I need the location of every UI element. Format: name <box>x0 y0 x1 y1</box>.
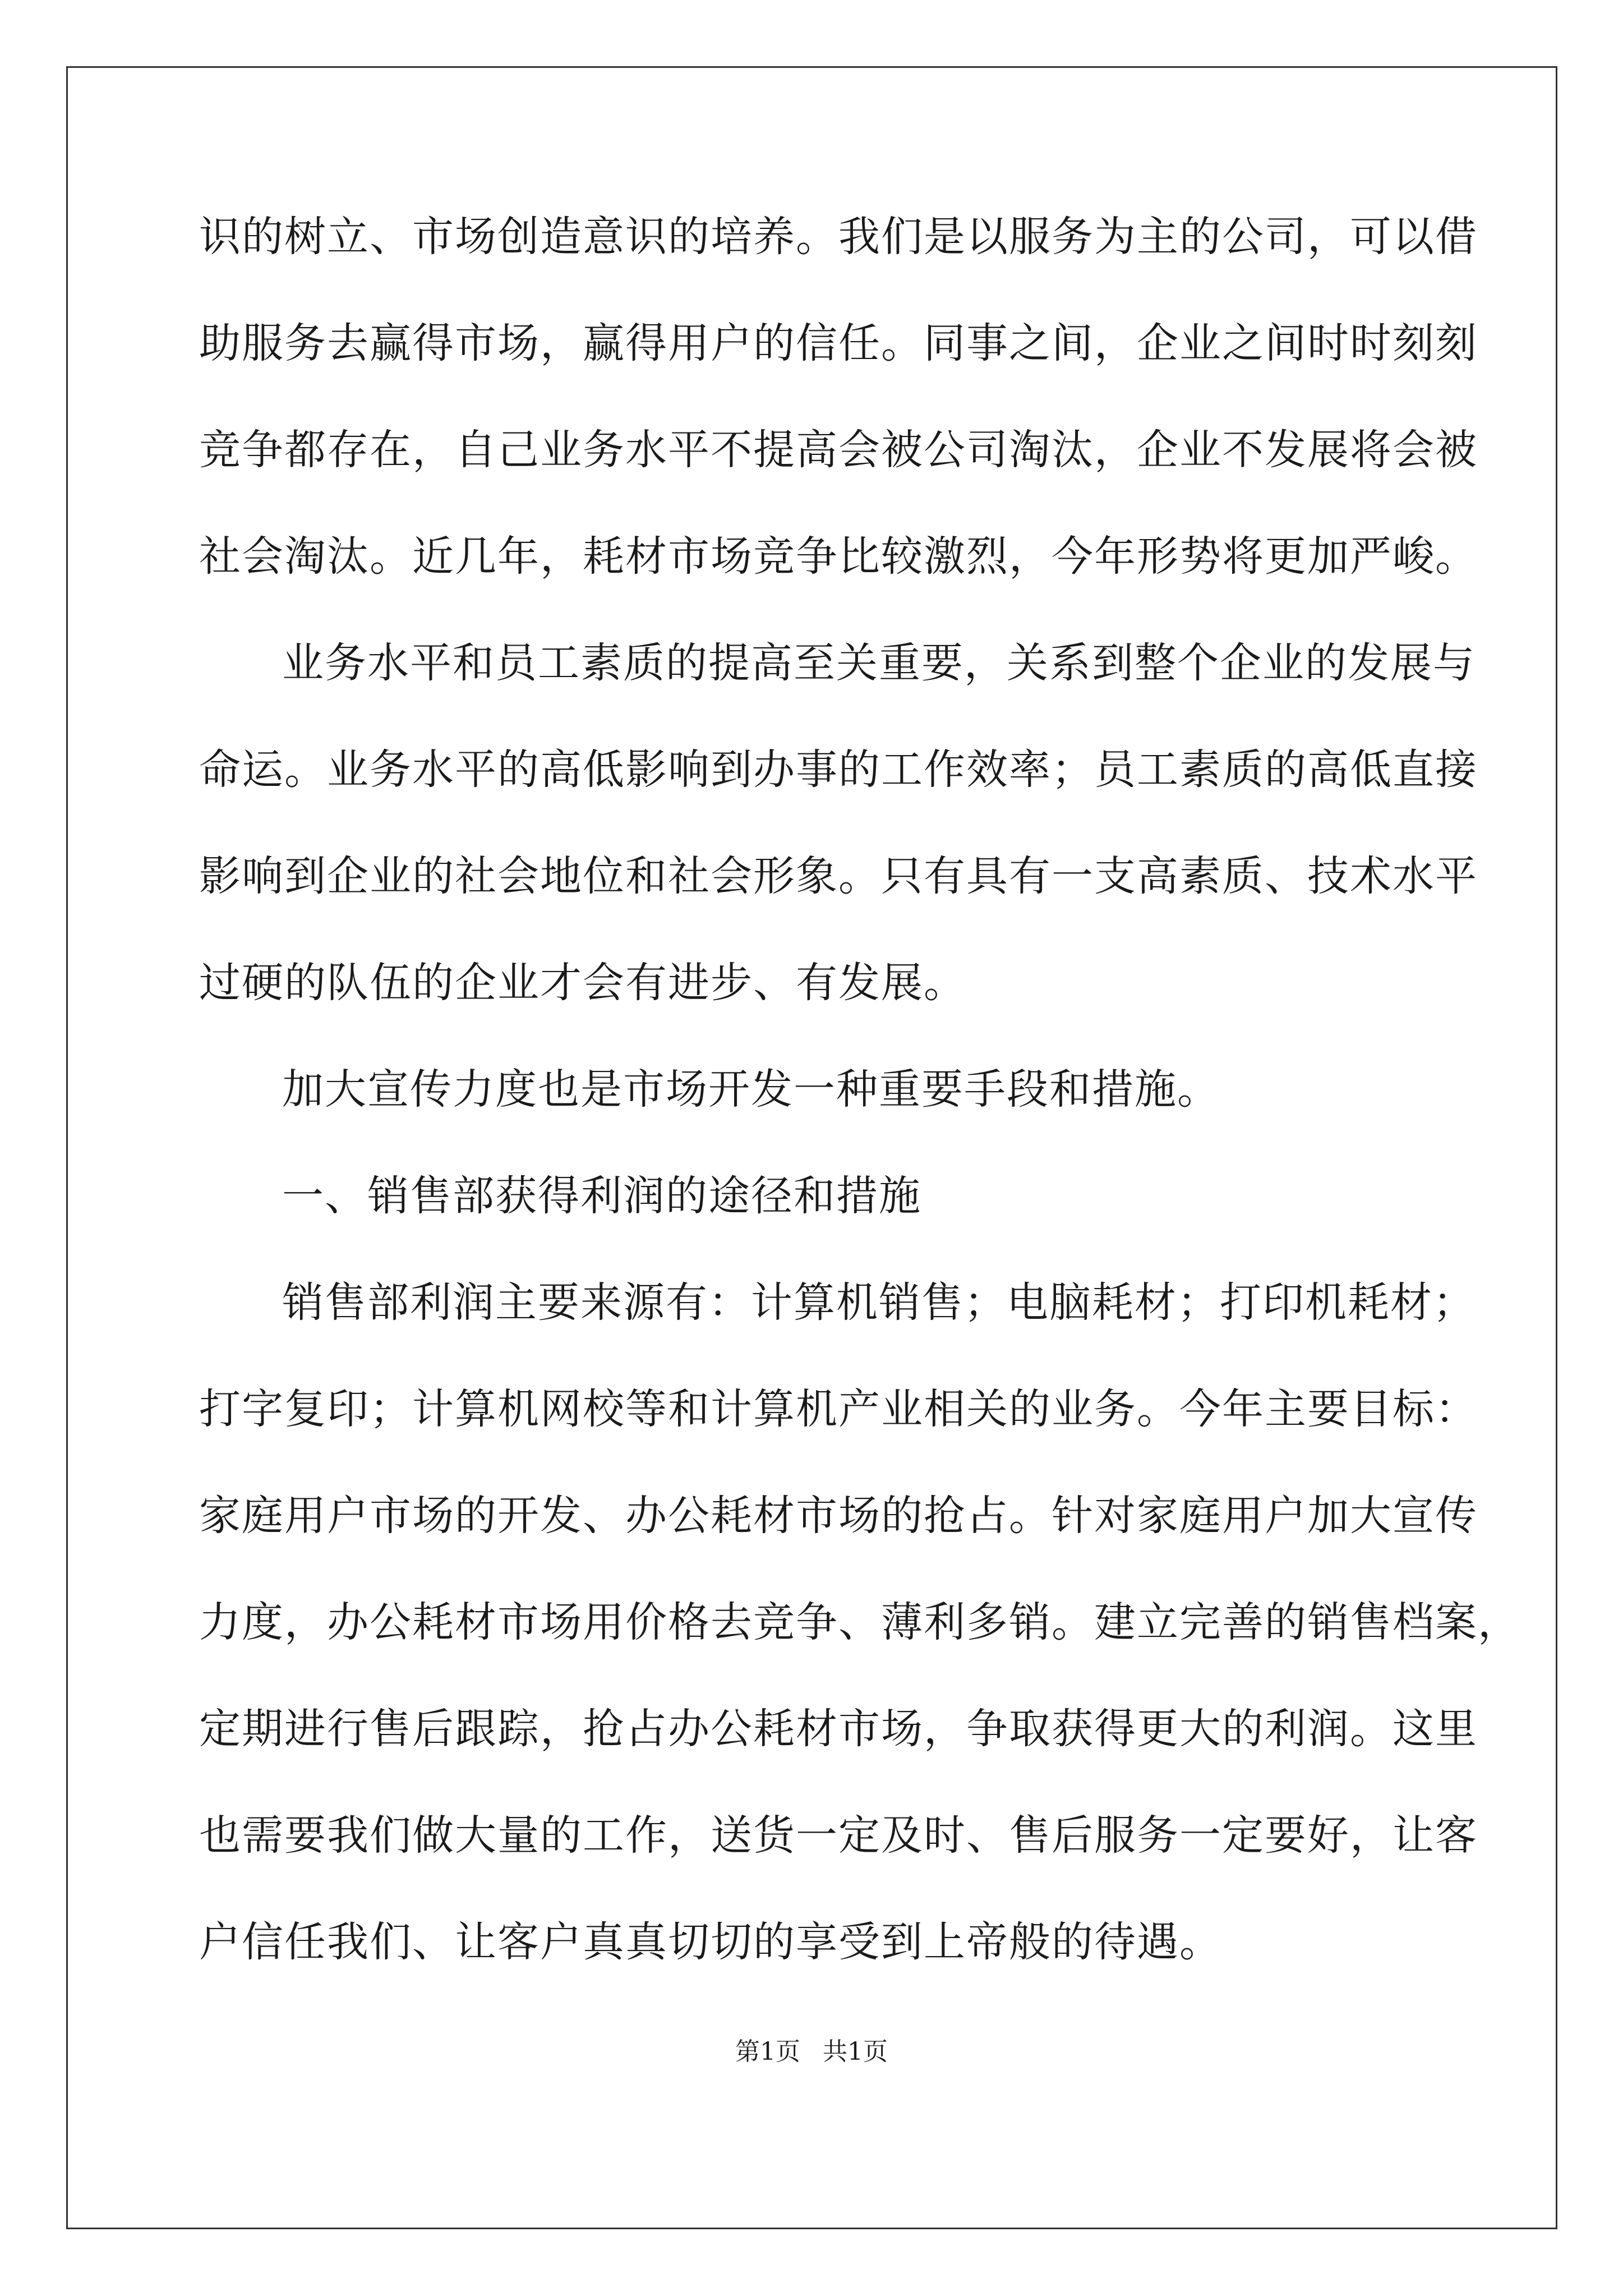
text-line: 打字复印；计算机网校等和计算机产业相关的业务。今年主要目标： <box>199 1385 1478 1433</box>
document-body <box>199 209 1520 2021</box>
page-footer <box>0 2035 1623 2069</box>
text-line: 助服务去赢得市场，赢得用户的信任。同事之间，企业之间时时刻刻 <box>199 319 1478 367</box>
text-line: 社会淘汰。近几年，耗材市场竞争比较激烈，今年形势将更加严峻。 <box>199 532 1478 581</box>
page-number: 第1页 <box>735 2037 800 2066</box>
text-line: 识的树立、市场创造意识的培养。我们是以服务为主的公司，可以借 <box>199 213 1478 261</box>
text-line: 家庭用户市场的开发、办公耗材市场的抢占。针对家庭用户加大宣传 <box>199 1492 1478 1540</box>
section-heading: 一、销售部获得利润的途径和措施 <box>282 1172 921 1220</box>
text-line: 定期进行售后跟踪，抢占办公耗材市场，争取获得更大的利润。这里 <box>199 1705 1478 1753</box>
text-line: 加大宣传力度也是市场开发一种重要手段和措施。 <box>282 1065 1220 1114</box>
text-line: 过硬的队伍的企业才会有进步、有发展。 <box>199 959 966 1007</box>
text-line: 业务水平和员工素质的提高至关重要，关系到整个企业的发展与 <box>282 639 1476 687</box>
text-line: 影响到企业的社会地位和社会形象。只有具有一支高素质、技术水平 <box>199 852 1478 900</box>
text-line: 销售部利润主要来源有：计算机销售；电脑耗材；打印机耗材； <box>282 1278 1476 1327</box>
text-line: 也需要我们做大量的工作，送货一定及时、售后服务一定要好，让客 <box>199 1811 1478 1860</box>
text-line: 户信任我们、让客户真真切切的享受到上帝般的待遇。 <box>199 1918 1222 1966</box>
text-line: 力度，办公耗材市场用价格去竞争、薄利多销。建立完善的销售档案， <box>199 1598 1520 1646</box>
text-line: 竞争都存在，自己业务水平不提高会被公司淘汰，企业不发展将会被 <box>199 426 1478 474</box>
text-line: 命运。业务水平的高低影响到办事的工作效率；员工素质的高低直接 <box>199 746 1478 794</box>
page-total: 共1页 <box>823 2037 888 2066</box>
